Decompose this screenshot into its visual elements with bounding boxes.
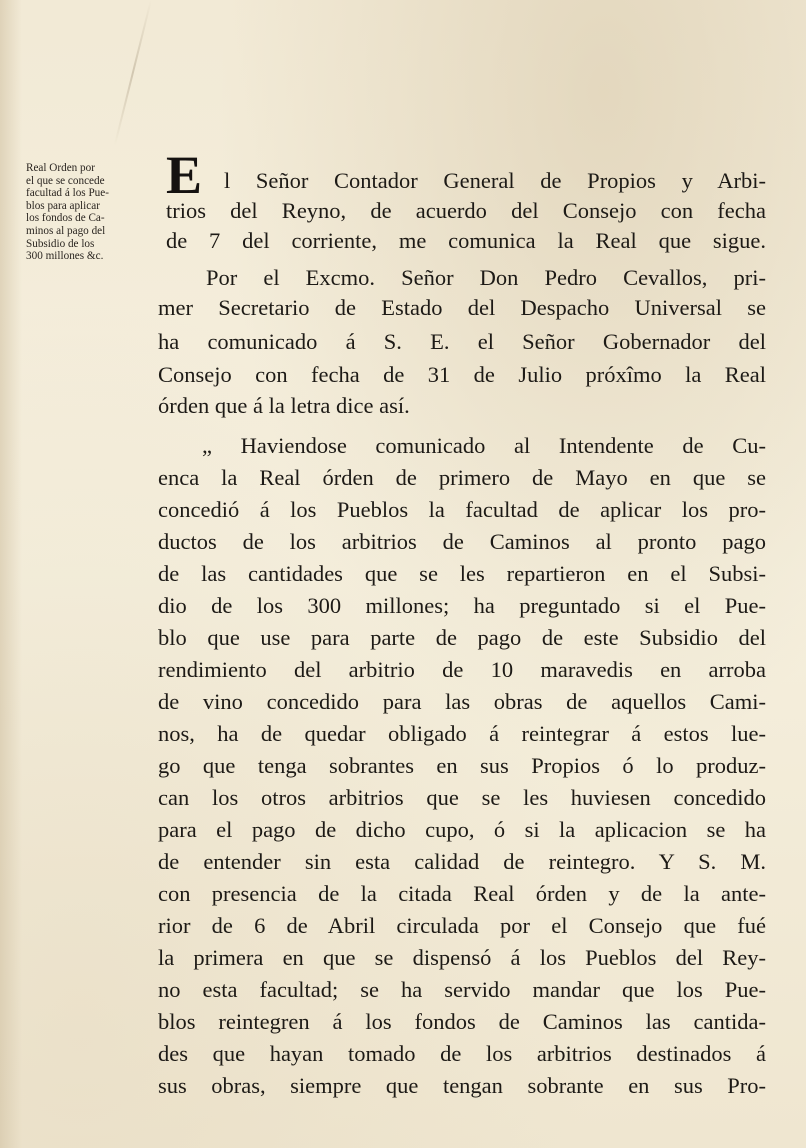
- text-line: rendimiento del arbitrio de 10 maravedis en arroba: [158, 657, 766, 682]
- page-edge-shadow: [0, 0, 22, 1148]
- margin-note-line: facultad á los Pue-: [26, 187, 109, 200]
- text-line: concedió á los Pueblos la facultad de aplicar los pro-: [158, 497, 766, 522]
- text-line: órden que á la letra dice así.: [158, 393, 410, 418]
- text-line: „ Haviendose comunicado al Intendente de Cu-: [202, 433, 766, 458]
- text-line: go que tenga sobrantes en sus Propios ó lo produz-: [158, 753, 766, 778]
- text-line: dio de los 300 millones; ha preguntado si el Pue-: [158, 593, 766, 618]
- text-line: ha comunicado á S. E. el Señor Gobernador del: [158, 329, 766, 354]
- text-line: blos reintegren á los fondos de Caminos las cantida-: [158, 1009, 766, 1034]
- margin-note: [26, 162, 154, 263]
- text-line: enca la Real órden de primero de Mayo en que se: [158, 465, 766, 490]
- text-line: no esta facultad; se ha servido mandar que los Pue-: [158, 977, 766, 1002]
- text-line: para el pago de dicho cupo, ó si la aplicacion se ha: [158, 817, 766, 842]
- margin-note-line: blos para aplicar: [26, 199, 100, 212]
- text-line: ductos de los arbitrios de Caminos al pronto pago: [158, 529, 766, 554]
- text-line: trios del Reyno, de acuerdo del Consejo con fecha: [166, 198, 766, 223]
- text-line: can los otros arbitrios que se les huviesen concedido: [158, 785, 766, 810]
- text-line: la primera en que se dispensó á los Pueblos del Rey-: [158, 945, 766, 970]
- text-line: de vino concedido para las obras de aquellos Cami-: [158, 689, 766, 714]
- text-line: de 7 del corriente, me comunica la Real que sigue.: [166, 228, 766, 253]
- text-line: Por el Excmo. Señor Don Pedro Cevallos, pri-: [206, 265, 766, 290]
- text-line: blo que use para parte de pago de este Subsidio del: [158, 625, 766, 650]
- paper-fold-mark: [114, 0, 152, 146]
- text-line: mer Secretario de Estado del Despacho Universal se: [158, 295, 766, 320]
- text-line: con presencia de la citada Real órden y de la ante-: [158, 881, 766, 906]
- margin-note-line: 300 millones &c.: [26, 250, 104, 263]
- margin-note-line: minos al pago del: [26, 224, 106, 237]
- text-line: rior de 6 de Abril circulada por el Consejo que fué: [158, 913, 766, 938]
- text-line: de las cantidades que se les repartieron en el Subsi-: [158, 561, 766, 586]
- margin-note-line: los fondos de Ca-: [26, 212, 105, 225]
- text-line: de entender sin esta calidad de reintegro. Y S. M.: [158, 849, 766, 874]
- text-line: nos, ha de quedar obligado á reintegrar á estos lue-: [158, 721, 766, 746]
- text-line: des que hayan tomado de los arbitrios destinados á: [158, 1041, 766, 1066]
- drop-cap: E: [166, 145, 202, 205]
- text-line: l Señor Contador General de Propios y Arbi-: [224, 168, 766, 193]
- margin-note-line: Real Orden por: [26, 162, 95, 174]
- text-line: Consejo con fecha de 31 de Julio próxîmo la Real: [158, 362, 766, 387]
- margin-note-line: el que se concede: [26, 174, 105, 187]
- margin-note-line: Subsidio de los: [26, 237, 95, 250]
- text-line: sus obras, siempre que tengan sobrante en sus Pro-: [158, 1073, 766, 1098]
